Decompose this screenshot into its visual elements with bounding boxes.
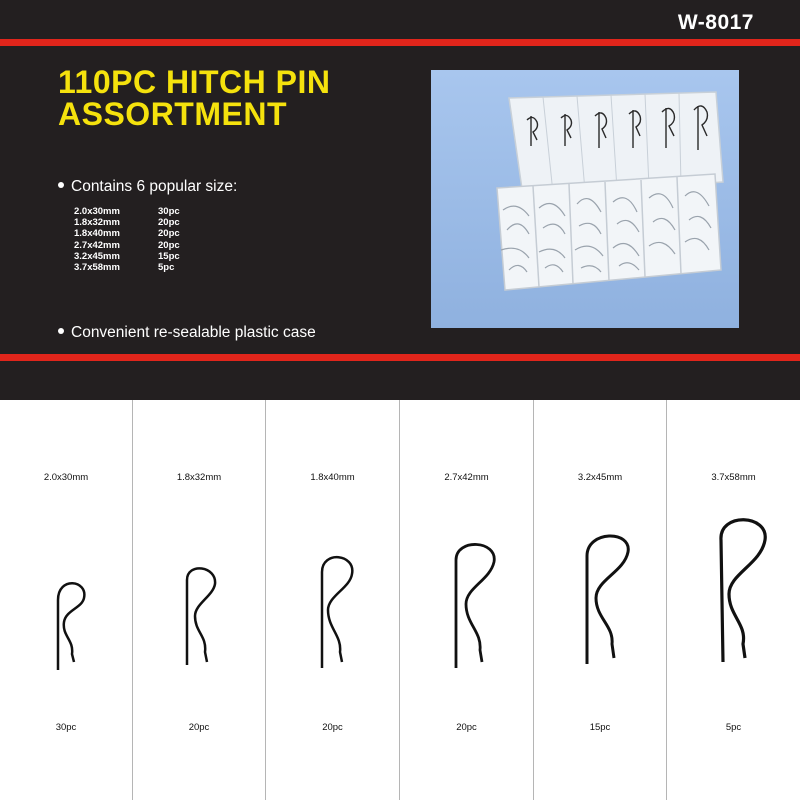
size-value: 2.0x30mm — [74, 206, 120, 217]
size-row — [74, 262, 180, 273]
bullet-case — [58, 324, 316, 342]
panel-size-label: 3.7x58mm — [711, 472, 756, 483]
model-number: W-8017 — [677, 11, 754, 34]
panel-qty-label: 20pc — [188, 722, 210, 733]
bullet-case-text: Convenient re-sealable plastic case — [71, 324, 316, 341]
bullet-sizes-text: Contains 6 popular size: — [71, 178, 238, 195]
size-panel — [0, 400, 133, 800]
qty-value: 20pc — [158, 239, 180, 251]
panel-size-label: 1.8x40mm — [310, 472, 355, 483]
size-panel — [133, 400, 266, 800]
red-stripe-top — [0, 39, 800, 46]
hitch-pin-icon — [667, 400, 800, 800]
size-panel — [534, 400, 667, 800]
hitch-pin-icon — [534, 400, 667, 800]
panel-qty-label: 20pc — [322, 722, 343, 733]
qty-value: 15pc — [158, 250, 180, 262]
bullet-dot-icon — [58, 328, 64, 334]
panel-size-label: 1.8x32mm — [176, 472, 222, 483]
hitch-pin-icon — [400, 400, 534, 800]
panel-qty-label: 20pc — [456, 722, 477, 733]
hitch-pin-icon — [0, 400, 133, 800]
red-stripe-bottom — [0, 354, 800, 361]
panel-size-label: 2.0x30mm — [43, 472, 89, 483]
size-value: 3.2x45mm — [74, 250, 120, 262]
qty-value: 20pc — [158, 228, 180, 240]
panel-qty-label: 30pc — [55, 722, 77, 733]
size-row — [74, 206, 180, 217]
hitch-pin-icon — [133, 400, 266, 800]
bullet-sizes — [58, 178, 237, 196]
hitch-pin-icon — [266, 400, 400, 800]
size-value: 1.8x40mm — [74, 228, 120, 240]
panel-qty-label: 15pc — [589, 722, 611, 733]
title-line-1: 110PC HITCH PIN — [58, 64, 331, 100]
qty-value: 30pc — [158, 206, 180, 217]
title-line-2: ASSORTMENT — [58, 96, 287, 132]
size-value: 1.8x32mm — [74, 217, 120, 229]
bullet-dot-icon — [58, 182, 64, 188]
case-illustration — [431, 70, 739, 328]
panel-size-label: 2.7x42mm — [444, 472, 489, 483]
size-table — [74, 206, 180, 273]
qty-value: 20pc — [158, 217, 180, 229]
product-title — [58, 66, 330, 130]
size-value: 3.7x58mm — [74, 262, 120, 274]
size-value: 2.7x42mm — [74, 239, 120, 251]
size-panels — [0, 400, 800, 800]
panel-qty-label: 5pc — [725, 722, 742, 733]
size-row — [74, 251, 180, 262]
size-row — [74, 240, 180, 251]
size-panel — [667, 400, 800, 800]
qty-value: 5pc — [158, 262, 175, 274]
panel-size-label: 3.2x45mm — [577, 472, 623, 483]
size-row — [74, 228, 180, 239]
product-case-photo — [431, 70, 739, 328]
size-panel — [266, 400, 400, 800]
size-panel — [400, 400, 534, 800]
size-row — [74, 217, 180, 228]
